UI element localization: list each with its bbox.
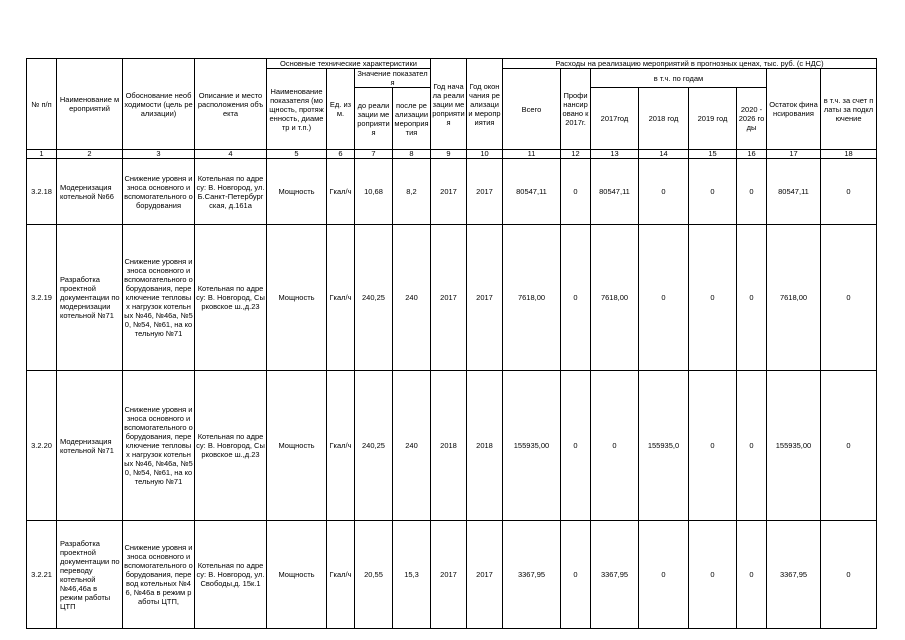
row-total: 155935,00 — [503, 371, 561, 521]
row-2019: 0 — [689, 521, 737, 629]
column-number: 6 — [327, 150, 355, 159]
column-number: 10 — [467, 150, 503, 159]
row-total: 3367,95 — [503, 521, 561, 629]
row-2018: 155935,0 — [639, 371, 689, 521]
row-unit: Гкал/ч — [327, 159, 355, 225]
col-header-incl-fee: в т.ч. за счет платы за подключение — [821, 69, 877, 150]
row-after: 15,3 — [393, 521, 431, 629]
col-header-unit: Ед. изм. — [327, 69, 355, 150]
row-financed: 0 — [561, 225, 591, 371]
row-year-end: 2017 — [467, 225, 503, 371]
column-number: 5 — [267, 150, 327, 159]
row-incl-fee: 0 — [821, 225, 877, 371]
row-year-start: 2017 — [431, 225, 467, 371]
row-remaining: 80547,11 — [767, 159, 821, 225]
column-number: 13 — [591, 150, 639, 159]
row-2020-2026: 0 — [737, 225, 767, 371]
row-financed: 0 — [561, 159, 591, 225]
row-total: 80547,11 — [503, 159, 561, 225]
col-group-by-years: в т.ч. по годам — [591, 69, 767, 88]
row-year-end: 2017 — [467, 521, 503, 629]
row-financed: 0 — [561, 371, 591, 521]
row-before: 240,25 — [355, 225, 393, 371]
row-reason: Снижение уровня износа основного и вспомогательного оборудования, перевод котельных №46, №46а в режим работы ЦТП, — [123, 521, 195, 629]
column-number: 15 — [689, 150, 737, 159]
row-indicator: Мощность — [267, 159, 327, 225]
column-number: 16 — [737, 150, 767, 159]
row-year-end: 2018 — [467, 371, 503, 521]
column-number: 17 — [767, 150, 821, 159]
row-unit: Гкал/ч — [327, 371, 355, 521]
column-number: 7 — [355, 150, 393, 159]
row-remaining: 7618,00 — [767, 225, 821, 371]
row-incl-fee: 0 — [821, 521, 877, 629]
row-incl-fee: 0 — [821, 371, 877, 521]
row-year-start: 2017 — [431, 521, 467, 629]
row-name: Разработка проектной документации по модернизации котельной №71 — [57, 225, 123, 371]
row-2019: 0 — [689, 371, 737, 521]
row-unit: Гкал/ч — [327, 521, 355, 629]
col-header-financed: Профинансировано к 2017г. — [561, 69, 591, 150]
row-remaining: 3367,95 — [767, 521, 821, 629]
row-year-start: 2018 — [431, 371, 467, 521]
row-2017: 80547,11 — [591, 159, 639, 225]
column-number: 2 — [57, 150, 123, 159]
row-number: 3.2.19 — [27, 225, 57, 371]
col-group-costs: Расходы на реализацию мероприятий в прогнозных ценах, тыс. руб. (с НДС) — [503, 59, 877, 69]
row-name: Модернизация котельной №71 — [57, 371, 123, 521]
row-reason: Снижение уровня износа основного и вспомогательного оборудования, переключение тепловых нагрузок котельных №46, №46а, №50, №54, №61, на котельную №71 — [123, 225, 195, 371]
table-row — [27, 371, 877, 521]
row-2017: 0 — [591, 371, 639, 521]
row-2018: 0 — [639, 159, 689, 225]
row-2020-2026: 0 — [737, 159, 767, 225]
row-after: 8,2 — [393, 159, 431, 225]
row-location: Котельная по адресу: В. Новгород, ул.Б.Санкт-Петербургская, д.161а — [195, 159, 267, 225]
row-after: 240 — [393, 371, 431, 521]
row-number: 3.2.20 — [27, 371, 57, 521]
table-row — [27, 521, 877, 629]
col-header-reason: Обоснование необходимости (цель реализации) — [123, 59, 195, 150]
row-after: 240 — [393, 225, 431, 371]
row-before: 240,25 — [355, 371, 393, 521]
col-group-value: Значение показателя — [355, 69, 431, 88]
row-number: 3.2.21 — [27, 521, 57, 629]
row-reason: Снижение уровня износа основного и вспомогательного оборудования, переключение тепловых нагрузок котельных №46, №46а, №50, №54, №61, на котельную №71 — [123, 371, 195, 521]
row-year-start: 2017 — [431, 159, 467, 225]
col-header-total: Всего — [503, 69, 561, 150]
column-number-row — [27, 150, 877, 159]
row-indicator: Мощность — [267, 371, 327, 521]
row-indicator: Мощность — [267, 521, 327, 629]
col-header-2020-2026: 2020 - 2026 годы — [737, 88, 767, 150]
row-before: 10,68 — [355, 159, 393, 225]
row-location: Котельная по адресу: В. Новгород, ул.Свободы,д. 15к.1 — [195, 521, 267, 629]
column-number: 1 — [27, 150, 57, 159]
column-number: 3 — [123, 150, 195, 159]
row-incl-fee: 0 — [821, 159, 877, 225]
investment-program-table-sheet — [26, 58, 877, 629]
row-year-end: 2017 — [467, 159, 503, 225]
row-2019: 0 — [689, 159, 737, 225]
column-number: 14 — [639, 150, 689, 159]
measures-table — [26, 58, 877, 629]
row-remaining: 155935,00 — [767, 371, 821, 521]
column-number: 4 — [195, 150, 267, 159]
column-number: 8 — [393, 150, 431, 159]
row-indicator: Мощность — [267, 225, 327, 371]
col-header-name: Наименование мероприятий — [57, 59, 123, 150]
row-2019: 0 — [689, 225, 737, 371]
table-row — [27, 225, 877, 371]
column-number: 9 — [431, 150, 467, 159]
col-header-remaining: Остаток финансирования — [767, 69, 821, 150]
row-location: Котельная по адресу: В. Новгород, Сырковское ш.,д.23 — [195, 225, 267, 371]
col-header-indicator: Наименование показателя (мощность, протяженность, диаметр и т.п.) — [267, 69, 327, 150]
row-unit: Гкал/ч — [327, 225, 355, 371]
row-2017: 7618,00 — [591, 225, 639, 371]
row-location: Котельная по адресу: В. Новгород, Сырковское ш.,д.23 — [195, 371, 267, 521]
column-number: 11 — [503, 150, 561, 159]
col-group-tech: Основные технические характеристики — [267, 59, 431, 69]
col-header-2019: 2019 год — [689, 88, 737, 150]
col-header-before: до реализации мероприятия — [355, 88, 393, 150]
col-header-2017: 2017год — [591, 88, 639, 150]
col-header-after: после реализации мероприятия — [393, 88, 431, 150]
row-name: Разработка проектной документации по переводу котельной №46,46а в режим работы ЦТП — [57, 521, 123, 629]
row-total: 7618,00 — [503, 225, 561, 371]
row-before: 20,55 — [355, 521, 393, 629]
row-2020-2026: 0 — [737, 371, 767, 521]
row-reason: Снижение уровня износа основного и вспомогательного оборудования — [123, 159, 195, 225]
col-header-location: Описание и место расположения объекта — [195, 59, 267, 150]
col-header-year-end: Год окончания реализации мероприятия — [467, 59, 503, 150]
row-name: Модернизация котельной №66 — [57, 159, 123, 225]
row-2018: 0 — [639, 225, 689, 371]
column-number: 12 — [561, 150, 591, 159]
row-2020-2026: 0 — [737, 521, 767, 629]
row-financed: 0 — [561, 521, 591, 629]
column-number: 18 — [821, 150, 877, 159]
col-header-no: № п/п — [27, 59, 57, 150]
header-row-1 — [27, 59, 877, 69]
row-number: 3.2.18 — [27, 159, 57, 225]
col-header-year-start: Год начала реализации мероприятия — [431, 59, 467, 150]
row-2017: 3367,95 — [591, 521, 639, 629]
table-row — [27, 159, 877, 225]
row-2018: 0 — [639, 521, 689, 629]
col-header-2018: 2018 год — [639, 88, 689, 150]
